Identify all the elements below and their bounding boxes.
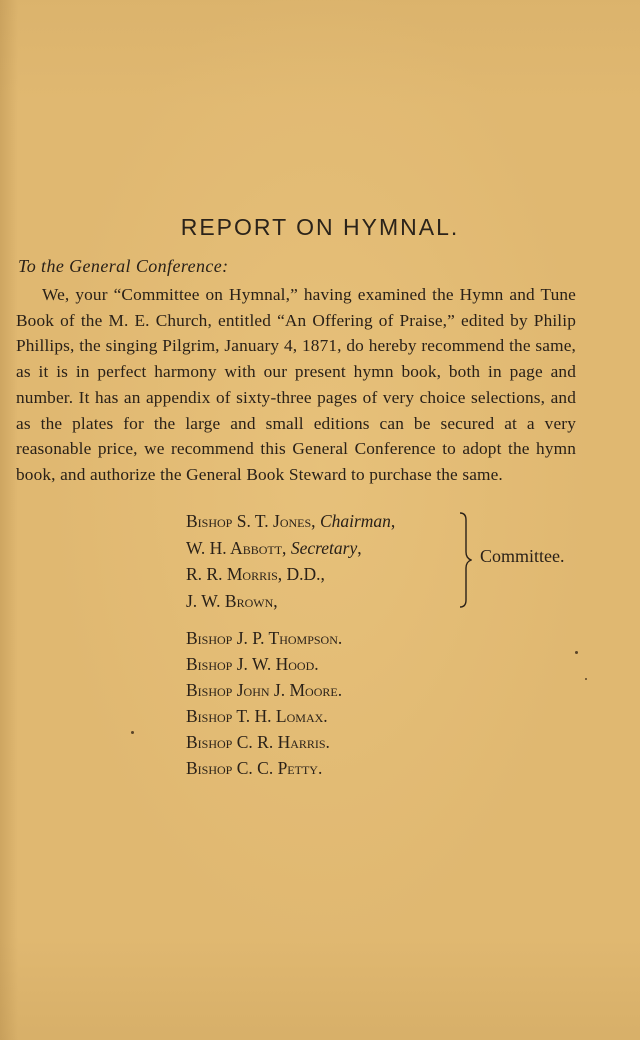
paper-speck <box>575 651 578 654</box>
committee-member <box>186 508 395 535</box>
bishop-signature: Bishop J. W. Hood. <box>186 654 319 674</box>
committee-member <box>186 561 395 588</box>
paper-speck <box>131 731 134 734</box>
bishop-signature: Bishop John J. Moore. <box>186 680 343 700</box>
member-suffix: , <box>357 537 362 558</box>
member-suffix: , <box>390 511 396 531</box>
bishop-signature: Bishop C. C. Petty. <box>186 758 323 778</box>
committee-list <box>186 508 395 614</box>
member-name: R. R. Morris, D.D., <box>186 564 325 584</box>
salutation: To the General Conference: <box>18 256 229 276</box>
committee-member <box>186 588 395 615</box>
member-name: J. W. Brown, <box>186 590 278 611</box>
bishop-signature: Bishop C. R. Harris. <box>186 732 330 752</box>
committee-brace <box>458 512 472 608</box>
bishop-signature: Bishop T. H. Lomax. <box>186 706 328 726</box>
committee-label: Committee. <box>480 546 565 566</box>
member-name: W. H. Abbott, <box>186 537 287 558</box>
member-name: Bishop S. T. Jones, <box>186 511 316 531</box>
bishop-signature: Bishop J. P. Thompson. <box>186 628 343 648</box>
paper-speck <box>585 678 587 680</box>
report-body: We, your “Committee on Hymnal,” having examined the Hymn and Tune Book of the M. E. Church, entitled “An Offering of Praise,” edited by Philip Phillips, the singing Pilgrim, January 4, 1871, do hereby recommend the same, as it is in perfect harmony with our present hymn book, both in page and number. It has an appendix of sixty-three pages of very choice selections, and as the plates for the large and small editions can be secured at a very reasonable price, we recommend this General Conference to adopt the hymn book, and authorize the General Book Steward to purchase the same. <box>16 285 576 484</box>
bishops-list <box>186 625 342 781</box>
member-role: Chairman <box>319 511 391 531</box>
page-title: REPORT ON HYMNAL. <box>180 214 460 240</box>
committee-member <box>186 535 395 562</box>
member-role: Secretary <box>290 537 358 558</box>
